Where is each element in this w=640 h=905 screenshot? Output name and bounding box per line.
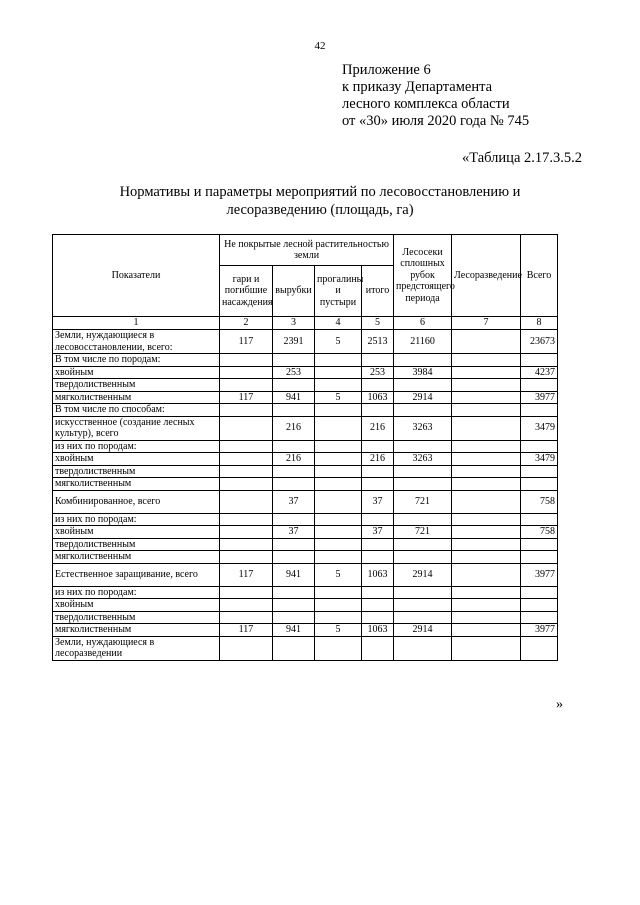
cell-afforestation (452, 391, 521, 404)
cell-logging-sites: 3984 (394, 366, 452, 379)
cell-glades (315, 453, 362, 466)
row-label: В том числе по породам: (53, 354, 220, 367)
row-label: Естественное заращивание, всего (53, 563, 220, 586)
cell-all: 3977 (521, 391, 558, 404)
cell-logging-sites (394, 404, 452, 417)
row-label: Комбинированное, всего (53, 490, 220, 513)
cell-glades (315, 599, 362, 612)
cell-logging-sites: 721 (394, 526, 452, 539)
cell-all: 3977 (521, 624, 558, 637)
cell-all (521, 354, 558, 367)
cell-glades: 5 (315, 624, 362, 637)
cell-clearcuts (273, 440, 315, 453)
header-not-covered: Не покрытые лесной растительностью земли (220, 235, 394, 266)
column-number: 4 (315, 317, 362, 330)
cell-clearcuts (273, 478, 315, 491)
column-number: 1 (53, 317, 220, 330)
cell-all (521, 636, 558, 660)
cell-burns (220, 611, 273, 624)
cell-afforestation (452, 586, 521, 599)
table-row (53, 440, 558, 453)
cell-afforestation (452, 551, 521, 564)
cell-clearcuts: 941 (273, 563, 315, 586)
appendix-line: Приложение 6 (342, 62, 431, 78)
title-line: Нормативы и параметры мероприятий по лесовосстановлению и (119, 184, 521, 200)
table-row (53, 551, 558, 564)
cell-all (521, 465, 558, 478)
row-label: хвойным (53, 453, 220, 466)
cell-afforestation (452, 354, 521, 367)
appendix-line: лесного комплекса области (342, 96, 510, 112)
header-clearcuts: вырубки (273, 266, 315, 317)
cell-total (362, 465, 394, 478)
row-label: хвойным (53, 599, 220, 612)
cell-burns: 117 (220, 330, 273, 354)
cell-burns (220, 465, 273, 478)
cell-all (521, 611, 558, 624)
cell-logging-sites: 721 (394, 490, 452, 513)
cell-glades (315, 416, 362, 440)
cell-clearcuts (273, 586, 315, 599)
row-label: Земли, нуждающиеся в лесоразведении (53, 636, 220, 660)
cell-clearcuts (273, 538, 315, 551)
table-row (53, 354, 558, 367)
cell-total (362, 440, 394, 453)
cell-afforestation (452, 465, 521, 478)
table-row (53, 404, 558, 417)
standards-table (52, 234, 558, 661)
table-label: «Таблица 2.17.3.5.2 (461, 150, 582, 166)
cell-burns (220, 379, 273, 392)
cell-total: 37 (362, 490, 394, 513)
row-label: твердолиственным (53, 379, 220, 392)
row-label: хвойным (53, 366, 220, 379)
cell-logging-sites (394, 465, 452, 478)
cell-all: 23673 (521, 330, 558, 354)
cell-total: 216 (362, 416, 394, 440)
cell-logging-sites (394, 636, 452, 660)
cell-glades (315, 611, 362, 624)
table-row (53, 453, 558, 466)
header-glades: прогалины и пустыри (315, 266, 362, 317)
cell-afforestation (452, 624, 521, 637)
row-label: мягколиственным (53, 478, 220, 491)
cell-burns: 117 (220, 624, 273, 637)
row-label: искусственное (создание лесных культур), всего (53, 416, 220, 440)
cell-clearcuts (273, 611, 315, 624)
cell-logging-sites (394, 513, 452, 526)
table-row (53, 526, 558, 539)
table-row (53, 465, 558, 478)
cell-burns (220, 490, 273, 513)
cell-clearcuts: 253 (273, 366, 315, 379)
table-row (53, 490, 558, 513)
title-line: лесоразведению (площадь, га) (226, 202, 414, 218)
cell-total (362, 551, 394, 564)
cell-burns (220, 586, 273, 599)
cell-total: 1063 (362, 563, 394, 586)
cell-clearcuts: 37 (273, 490, 315, 513)
header-total: итого (362, 266, 394, 317)
cell-glades (315, 513, 362, 526)
row-label: твердолиственным (53, 538, 220, 551)
header-afforestation: Лесоразведение (452, 235, 521, 317)
cell-glades (315, 379, 362, 392)
cell-logging-sites: 2914 (394, 563, 452, 586)
table-row (53, 624, 558, 637)
cell-glades (315, 366, 362, 379)
cell-afforestation (452, 330, 521, 354)
cell-afforestation (452, 513, 521, 526)
cell-burns (220, 526, 273, 539)
table-row (53, 599, 558, 612)
cell-logging-sites: 2914 (394, 624, 452, 637)
cell-logging-sites (394, 379, 452, 392)
cell-afforestation (452, 526, 521, 539)
cell-all (521, 440, 558, 453)
cell-total (362, 513, 394, 526)
cell-all: 758 (521, 490, 558, 513)
cell-burns (220, 440, 273, 453)
cell-clearcuts (273, 465, 315, 478)
table-row (53, 366, 558, 379)
cell-afforestation (452, 440, 521, 453)
table-row (53, 379, 558, 392)
cell-burns (220, 599, 273, 612)
cell-burns: 117 (220, 563, 273, 586)
cell-glades (315, 551, 362, 564)
closing-quote: » (556, 697, 563, 712)
cell-glades: 5 (315, 330, 362, 354)
row-label: мягколиственным (53, 391, 220, 404)
cell-afforestation (452, 404, 521, 417)
cell-afforestation (452, 478, 521, 491)
row-label: из них по породам: (53, 513, 220, 526)
row-label: хвойным (53, 526, 220, 539)
table-row (53, 391, 558, 404)
cell-burns (220, 513, 273, 526)
column-number: 7 (452, 317, 521, 330)
cell-burns: 117 (220, 391, 273, 404)
column-number-row (53, 317, 558, 330)
table-row (53, 563, 558, 586)
cell-logging-sites (394, 354, 452, 367)
column-number: 6 (394, 317, 452, 330)
cell-all (521, 379, 558, 392)
cell-total (362, 538, 394, 551)
cell-all: 3977 (521, 563, 558, 586)
cell-all: 4237 (521, 366, 558, 379)
cell-total (362, 611, 394, 624)
cell-clearcuts (273, 599, 315, 612)
cell-clearcuts (273, 404, 315, 417)
cell-total (362, 478, 394, 491)
cell-clearcuts (273, 354, 315, 367)
cell-burns (220, 366, 273, 379)
column-number: 2 (220, 317, 273, 330)
cell-clearcuts: 216 (273, 453, 315, 466)
cell-clearcuts (273, 636, 315, 660)
cell-glades (315, 526, 362, 539)
column-number: 3 (273, 317, 315, 330)
row-label: твердолиственным (53, 611, 220, 624)
cell-afforestation (452, 538, 521, 551)
table-row (53, 611, 558, 624)
cell-logging-sites (394, 611, 452, 624)
cell-clearcuts (273, 551, 315, 564)
cell-glades (315, 478, 362, 491)
cell-glades (315, 490, 362, 513)
cell-clearcuts: 216 (273, 416, 315, 440)
cell-logging-sites: 3263 (394, 453, 452, 466)
cell-total (362, 599, 394, 612)
cell-afforestation (452, 563, 521, 586)
cell-clearcuts: 941 (273, 391, 315, 404)
cell-clearcuts: 941 (273, 624, 315, 637)
cell-afforestation (452, 490, 521, 513)
header-logging-sites: Лесосеки сплошных рубок предстоящего периода (394, 235, 452, 317)
cell-logging-sites (394, 478, 452, 491)
cell-total: 37 (362, 526, 394, 539)
table-row (53, 636, 558, 660)
column-number: 8 (521, 317, 558, 330)
cell-all (521, 599, 558, 612)
cell-glades (315, 538, 362, 551)
cell-total (362, 586, 394, 599)
column-number: 5 (362, 317, 394, 330)
cell-burns (220, 416, 273, 440)
cell-total: 253 (362, 366, 394, 379)
cell-logging-sites: 21160 (394, 330, 452, 354)
cell-total (362, 354, 394, 367)
header-all: Всего (521, 235, 558, 317)
cell-afforestation (452, 416, 521, 440)
cell-afforestation (452, 453, 521, 466)
cell-burns (220, 636, 273, 660)
cell-afforestation (452, 599, 521, 612)
table-row (53, 538, 558, 551)
appendix-block (342, 62, 529, 130)
cell-burns (220, 478, 273, 491)
cell-burns (220, 354, 273, 367)
cell-afforestation (452, 366, 521, 379)
cell-glades (315, 354, 362, 367)
row-label: мягколиственным (53, 624, 220, 637)
table-row (53, 330, 558, 354)
cell-all: 3479 (521, 453, 558, 466)
table-row (53, 586, 558, 599)
cell-logging-sites (394, 440, 452, 453)
cell-glades: 5 (315, 391, 362, 404)
row-label: Земли, нуждающиеся в лесовосстановлении, всего: (53, 330, 220, 354)
cell-total: 2513 (362, 330, 394, 354)
cell-afforestation (452, 636, 521, 660)
header-row (53, 235, 558, 266)
cell-total (362, 404, 394, 417)
cell-all (521, 586, 558, 599)
cell-afforestation (452, 379, 521, 392)
row-label: из них по породам: (53, 586, 220, 599)
cell-all (521, 478, 558, 491)
cell-all: 758 (521, 526, 558, 539)
page-number: 42 (314, 40, 326, 52)
cell-clearcuts (273, 513, 315, 526)
cell-all (521, 513, 558, 526)
cell-glades: 5 (315, 563, 362, 586)
cell-logging-sites: 2914 (394, 391, 452, 404)
row-label: В том числе по способам: (53, 404, 220, 417)
cell-logging-sites (394, 538, 452, 551)
cell-glades (315, 636, 362, 660)
cell-total: 1063 (362, 391, 394, 404)
appendix-line: от «30» июля 2020 года № 745 (342, 113, 530, 129)
cell-total (362, 379, 394, 392)
cell-all (521, 538, 558, 551)
cell-total: 216 (362, 453, 394, 466)
cell-logging-sites (394, 586, 452, 599)
cell-total: 1063 (362, 624, 394, 637)
cell-logging-sites (394, 599, 452, 612)
cell-burns (220, 551, 273, 564)
cell-logging-sites: 3263 (394, 416, 452, 440)
row-label: из них по породам: (53, 440, 220, 453)
cell-clearcuts: 37 (273, 526, 315, 539)
cell-clearcuts (273, 379, 315, 392)
table-row (53, 513, 558, 526)
row-label: мягколиственным (53, 551, 220, 564)
cell-all (521, 404, 558, 417)
appendix-line: к приказу Департамента (342, 79, 493, 95)
table-row (53, 416, 558, 440)
cell-total (362, 636, 394, 660)
header-burns: гари и погибшие насаждения (220, 266, 273, 317)
cell-clearcuts: 2391 (273, 330, 315, 354)
cell-glades (315, 404, 362, 417)
cell-glades (315, 440, 362, 453)
table-row (53, 478, 558, 491)
cell-logging-sites (394, 551, 452, 564)
cell-burns (220, 404, 273, 417)
row-label: твердолиственным (53, 465, 220, 478)
cell-all (521, 551, 558, 564)
document-title (70, 183, 570, 219)
cell-glades (315, 465, 362, 478)
header-indicators: Показатели (53, 235, 220, 317)
cell-all: 3479 (521, 416, 558, 440)
cell-glades (315, 586, 362, 599)
cell-burns (220, 538, 273, 551)
cell-afforestation (452, 611, 521, 624)
cell-burns (220, 453, 273, 466)
